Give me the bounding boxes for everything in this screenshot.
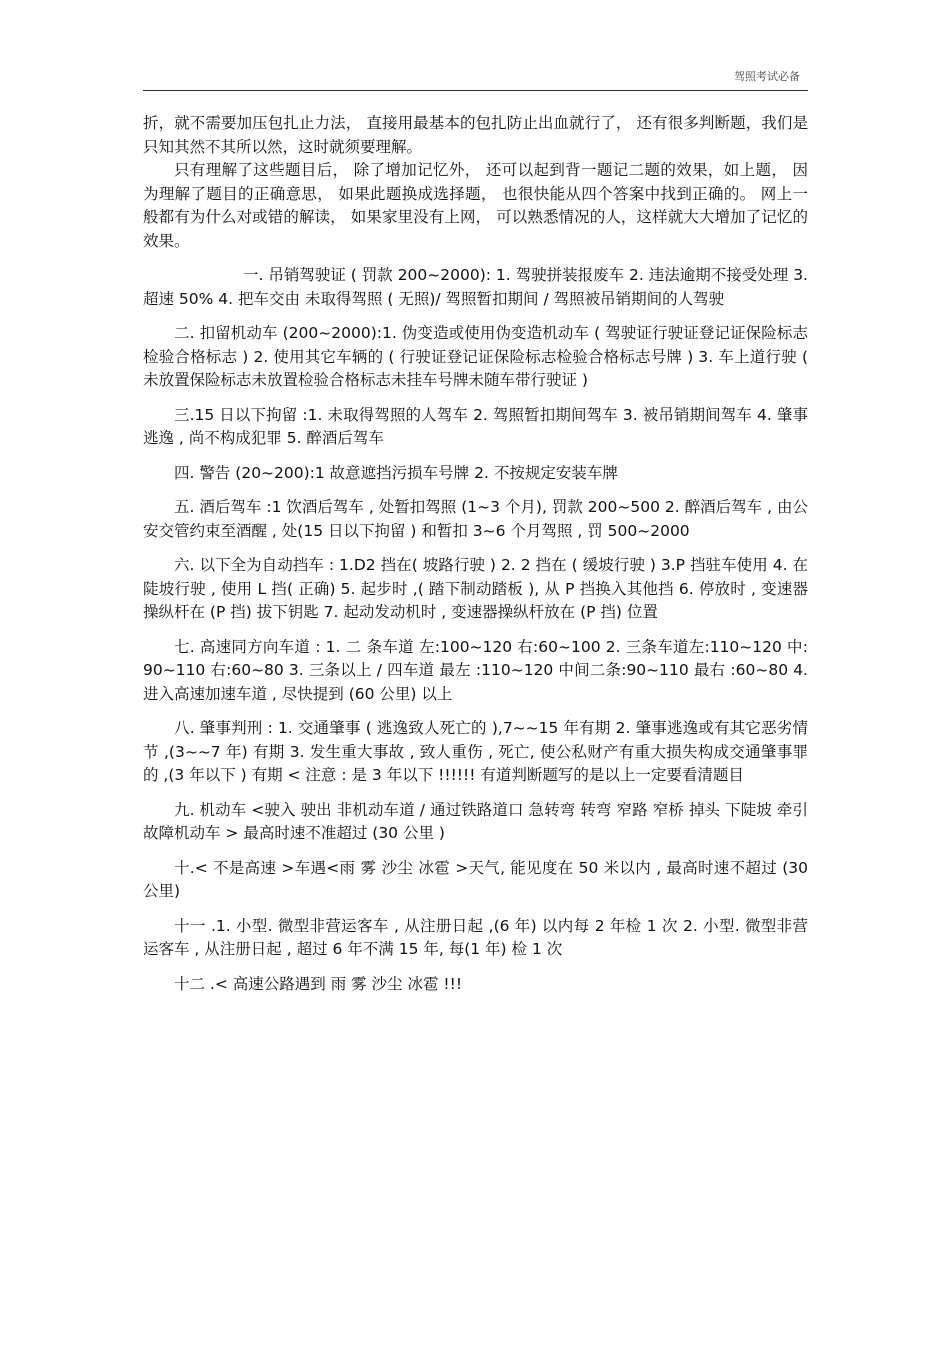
paragraph-rule-6: 六. 以下全为自动挡车 : 1.D2 挡在( 坡路行驶 ) 2. 2 挡在 ( 缓坡行驶 ) 3.P 挡驻车使用 4. 在陡坡行驶 , 使用 L 挡( 正确) 5. 起步时 ,( 踏下制动踏板 ), 从 P 挡换入其他挡 6. 停放时 , 变速器操纵杆在 (P 挡) 拔下钥匙 7. 起动发动机时 , 变速器操纵杆放在 (P 挡) 位置 [143,556,808,621]
page-header [143,62,808,91]
paragraph-rule-5: 五. 酒后驾车 :1 饮酒后驾车 , 处暂扣驾照 (1~3 个月), 罚款 200~500 2. 醉酒后驾车 , 由公安交管约束至酒醒 , 处(15 日以下拘留 ) 和暂扣 3~6 个月驾照 , 罚 500~2000 [143,498,808,540]
paragraph-rule-12: 十二 .< 高速公路遇到 雨 雾 沙尘 冰雹 !!! [174,974,463,993]
paragraph-rule-9: 九. 机动车 <驶入 驶出 非机动车道 / 通过铁路道口 急转弯 转弯 窄路 窄桥 掉头 下陡坡 牵引故障机动车 > 最高时速不准超过 (30 公里 ) [143,800,808,842]
paragraph-rule-3: 三.15 日以下拘留 :1. 未取得驾照的人驾车 2. 驾照暂扣期间驾车 3. 被吊销期间驾车 4. 肇事逃逸 , 尚不构成犯罪 5. 醉酒后驾车 [143,405,808,447]
paragraph-rule-7: 七. 高速同方向车道 : 1. 二 条车道 左:100~120 右:60~100 2. 三条车道左:110~120 中:90~110 右:60~80 3. 三条以上 / 四车道 最左 :110~120 中间二条:90~110 最右 :60~80 4. 进入高速加速车道 , 尽快提到 (60 公里) 以上 [143,637,808,703]
header-title: 驾照考试必备 [734,70,800,83]
paragraph-rule-4: 四. 警告 (20~200):1 故意遮挡污损车号牌 2. 不按规定安装车牌 [174,463,618,482]
paragraph-intro-continuation: 折，就不需要加压包扎止力法， 直接用最基本的包扎防止出血就行了， 还有很多判断题，我们是只知其然不其所以然，这时就须要理解。 [143,114,808,156]
paragraph-rule-8: 八. 肇事判刑 : 1. 交通肇事 ( 逃逸致人死亡的 ),7~~15 年有期 2. 肇事逃逸或有其它恶劣情节 ,(3~~7 年) 有期 3. 发生重大事故 , 致人重伤 , 死亡, 使公私财产有重大损失构成交通肇事罪的 ,(3 年以下 ) 有期 < 注意 : 是 3 年以下 !!!!!! 有道判断题写的是以上一定要看清题目 [143,719,808,784]
paragraph-understanding: 只有理解了这些题目后， 除了增加记忆外， 还可以起到背一题记二题的效果，如上题， 因为理解了题目的正确意思， 如果此题换成选择题， 也很快能从四个答案中找到正确的。 网上一般都有为什么对或错的解读， 如果家里没有上网， 可以熟悉情况的人，这样就大大增加了记忆的效果。 [143,161,808,250]
paragraph-rule-2: 二. 扣留机动车 (200~2000):1. 伪变造或使用伪变造机动车 ( 驾驶证行驶证登记证保险标志检验合格标志 ) 2. 使用其它车辆的 ( 行驶证登记证保险标志检验合格标志号牌 ) 3. 车上道行驶 ( 未放置保险标志未放置检验合格标志未挂车号牌未随车带行驶证 ) [143,324,808,389]
document-body [143,112,808,1007]
paragraph-rule-1: 一. 吊销驾驶证 ( 罚款 200~2000): 1. 驾驶拼装报废车 2. 违法逾期不接受处理 3. 超速 50% 4. 把车交由 未取得驾照 ( 无照)/ 驾照暂扣期间 / 驾照被吊销期间的人驾驶 [143,266,808,308]
paragraph-rule-11: 十一 .1. 小型. 微型非营运客车 , 从注册日起 ,(6 年) 以内每 2 年检 1 次 2. 小型. 微型非营运客车 , 从注册日起 , 超过 6 年不满 15 年, 每(1 年) 检 1 次 [143,916,808,958]
paragraph-rule-10: 十.< 不是高速 >车遇<雨 雾 沙尘 冰雹 >天气, 能见度在 50 米以内 , 最高时速不超过 (30 公里) [143,858,808,900]
